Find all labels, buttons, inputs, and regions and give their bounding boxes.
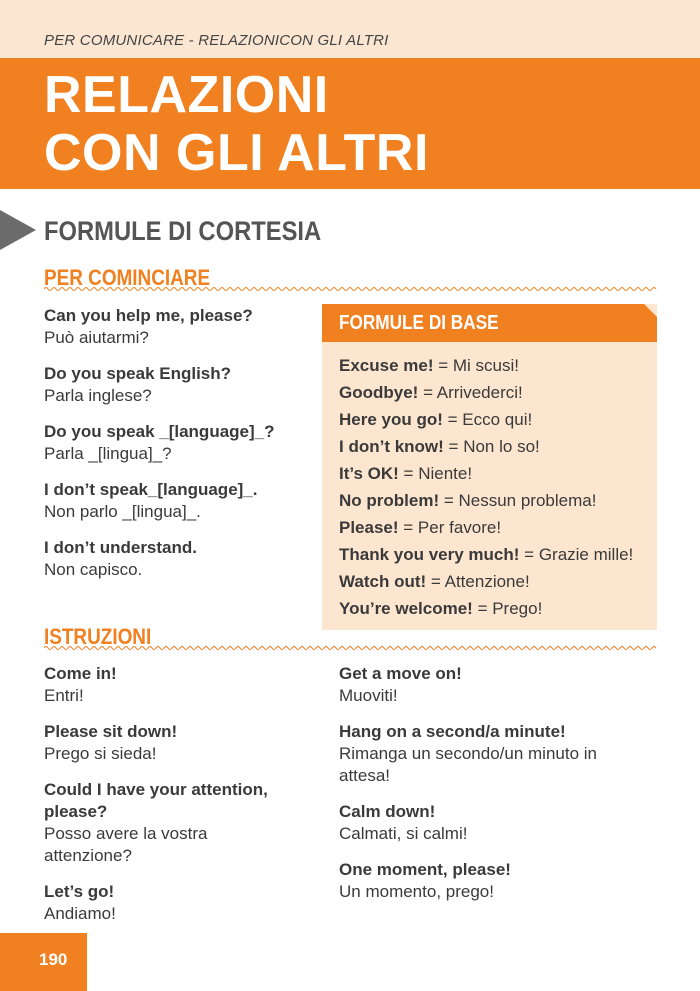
formula-italian: Prego! xyxy=(492,599,543,618)
formula-italian: Arrivederci! xyxy=(436,383,523,402)
phrase-english: Let’s go! xyxy=(44,882,115,901)
phrase-english: I don’t speak_[language]_. xyxy=(44,480,258,499)
formula-english: You’re welcome! xyxy=(339,599,473,618)
subheading-istruzioni: ISTRUZIONI xyxy=(44,624,152,649)
formula-english: No problem! xyxy=(339,491,440,510)
phrase-item xyxy=(44,663,294,707)
formula-italian: Mi scusi! xyxy=(452,356,519,375)
phrase-english: I don’t understand. xyxy=(44,538,197,557)
formula-english: It’s OK! xyxy=(339,464,399,483)
formula-italian: Non lo so! xyxy=(463,437,540,456)
phrase-item xyxy=(44,537,314,581)
phrase-english: Do you speak _[language]_? xyxy=(44,422,275,441)
phrase-italian: Andiamo! xyxy=(44,904,116,923)
istruzioni-left-list xyxy=(44,663,294,939)
formula-item: You’re welcome! = Prego! xyxy=(339,599,543,618)
phrase-item xyxy=(44,363,314,407)
phrase-english: One moment, please! xyxy=(339,860,511,879)
formula-item: It’s OK! = Niente! xyxy=(339,464,473,483)
phrase-item xyxy=(44,479,314,523)
phrase-english: Can you help me, please? xyxy=(44,306,253,325)
phrase-italian: Un momento, prego! xyxy=(339,882,494,901)
page-title-line-2: CON GLI ALTRI xyxy=(44,124,429,182)
phrase-italian: Parla inglese? xyxy=(44,386,152,405)
wavy-divider xyxy=(44,645,657,651)
phrase-english: Hang on a second/a minute! xyxy=(339,722,566,741)
breadcrumb: PER COMUNICARE - RELAZIONICON GLI ALTRI xyxy=(44,32,389,49)
phrase-english: Please sit down! xyxy=(44,722,178,741)
formula-item: Watch out! = Attenzione! xyxy=(339,572,530,591)
istruzioni-right-list xyxy=(339,663,629,917)
formula-italian: Per favore! xyxy=(417,518,502,537)
phrase-italian: Parla _[lingua]_? xyxy=(44,444,172,463)
phrase-english: Do you speak English? xyxy=(44,364,232,383)
phrase-item xyxy=(339,663,629,707)
phrase-italian: Posso avere la vostra attenzione? xyxy=(44,824,208,865)
phrase-italian: Non parlo _[lingua]_. xyxy=(44,502,201,521)
phrase-italian: Entri! xyxy=(44,686,84,705)
formula-item: Thank you very much! = Grazie mille! xyxy=(339,545,634,564)
formula-english: Excuse me! xyxy=(339,356,434,375)
formula-item: Please! = Per favore! xyxy=(339,518,502,537)
phrase-english: Get a move on! xyxy=(339,664,462,683)
phrase-italian: Muoviti! xyxy=(339,686,398,705)
formula-item: Here you go! = Ecco qui! xyxy=(339,410,533,429)
page-title xyxy=(44,66,429,182)
phrase-english: Could I have your attention, please? xyxy=(44,780,268,821)
formula-english: Please! xyxy=(339,518,399,537)
phrase-item xyxy=(44,721,294,765)
wavy-divider xyxy=(44,286,657,292)
formula-item: I don’t know! = Non lo so! xyxy=(339,437,540,456)
phrase-item xyxy=(44,881,294,925)
per-cominciare-list xyxy=(44,305,314,595)
phrase-item xyxy=(339,721,629,787)
formula-italian: Grazie mille! xyxy=(538,545,634,564)
formula-item: Goodbye! = Arrivederci! xyxy=(339,383,523,402)
section-title: FORMULE DI CORTESIA xyxy=(44,216,322,246)
phrase-english: Calm down! xyxy=(339,802,436,821)
page-number: 190 xyxy=(39,950,68,969)
page-title-line-1: RELAZIONI xyxy=(44,66,329,124)
formule-di-base-title: FORMULE DI BASE xyxy=(339,312,499,334)
phrase-item xyxy=(339,801,629,845)
phrase-item xyxy=(339,859,629,903)
header-band xyxy=(0,0,700,58)
formula-italian: Nessun problema! xyxy=(458,491,597,510)
phrase-italian: Può aiutarmi? xyxy=(44,328,149,347)
phrase-english: Come in! xyxy=(44,664,117,683)
phrase-italian: Rimanga un secondo/un minuto in attesa! xyxy=(339,744,597,785)
phrase-italian: Prego si sieda! xyxy=(44,744,157,763)
section-arrow-icon xyxy=(0,210,36,250)
formule-di-base-list xyxy=(339,352,633,622)
subheading-per-cominciare: PER COMINCIARE xyxy=(44,265,211,290)
formula-english: Here you go! xyxy=(339,410,443,429)
phrase-item xyxy=(44,421,314,465)
formula-english: Thank you very much! xyxy=(339,545,520,564)
formula-italian: Niente! xyxy=(418,464,473,483)
phrase-item xyxy=(44,779,294,867)
formula-english: I don’t know! xyxy=(339,437,444,456)
formula-item: No problem! = Nessun problema! xyxy=(339,491,597,510)
formula-english: Goodbye! xyxy=(339,383,419,402)
formula-italian: Attenzione! xyxy=(444,572,530,591)
formula-italian: Ecco qui! xyxy=(462,410,533,429)
phrase-italian: Non capisco. xyxy=(44,560,143,579)
formula-item: Excuse me! = Mi scusi! xyxy=(339,356,519,375)
formula-english: Watch out! xyxy=(339,572,427,591)
phrase-item xyxy=(44,305,314,349)
phrase-italian: Calmati, si calmi! xyxy=(339,824,468,843)
